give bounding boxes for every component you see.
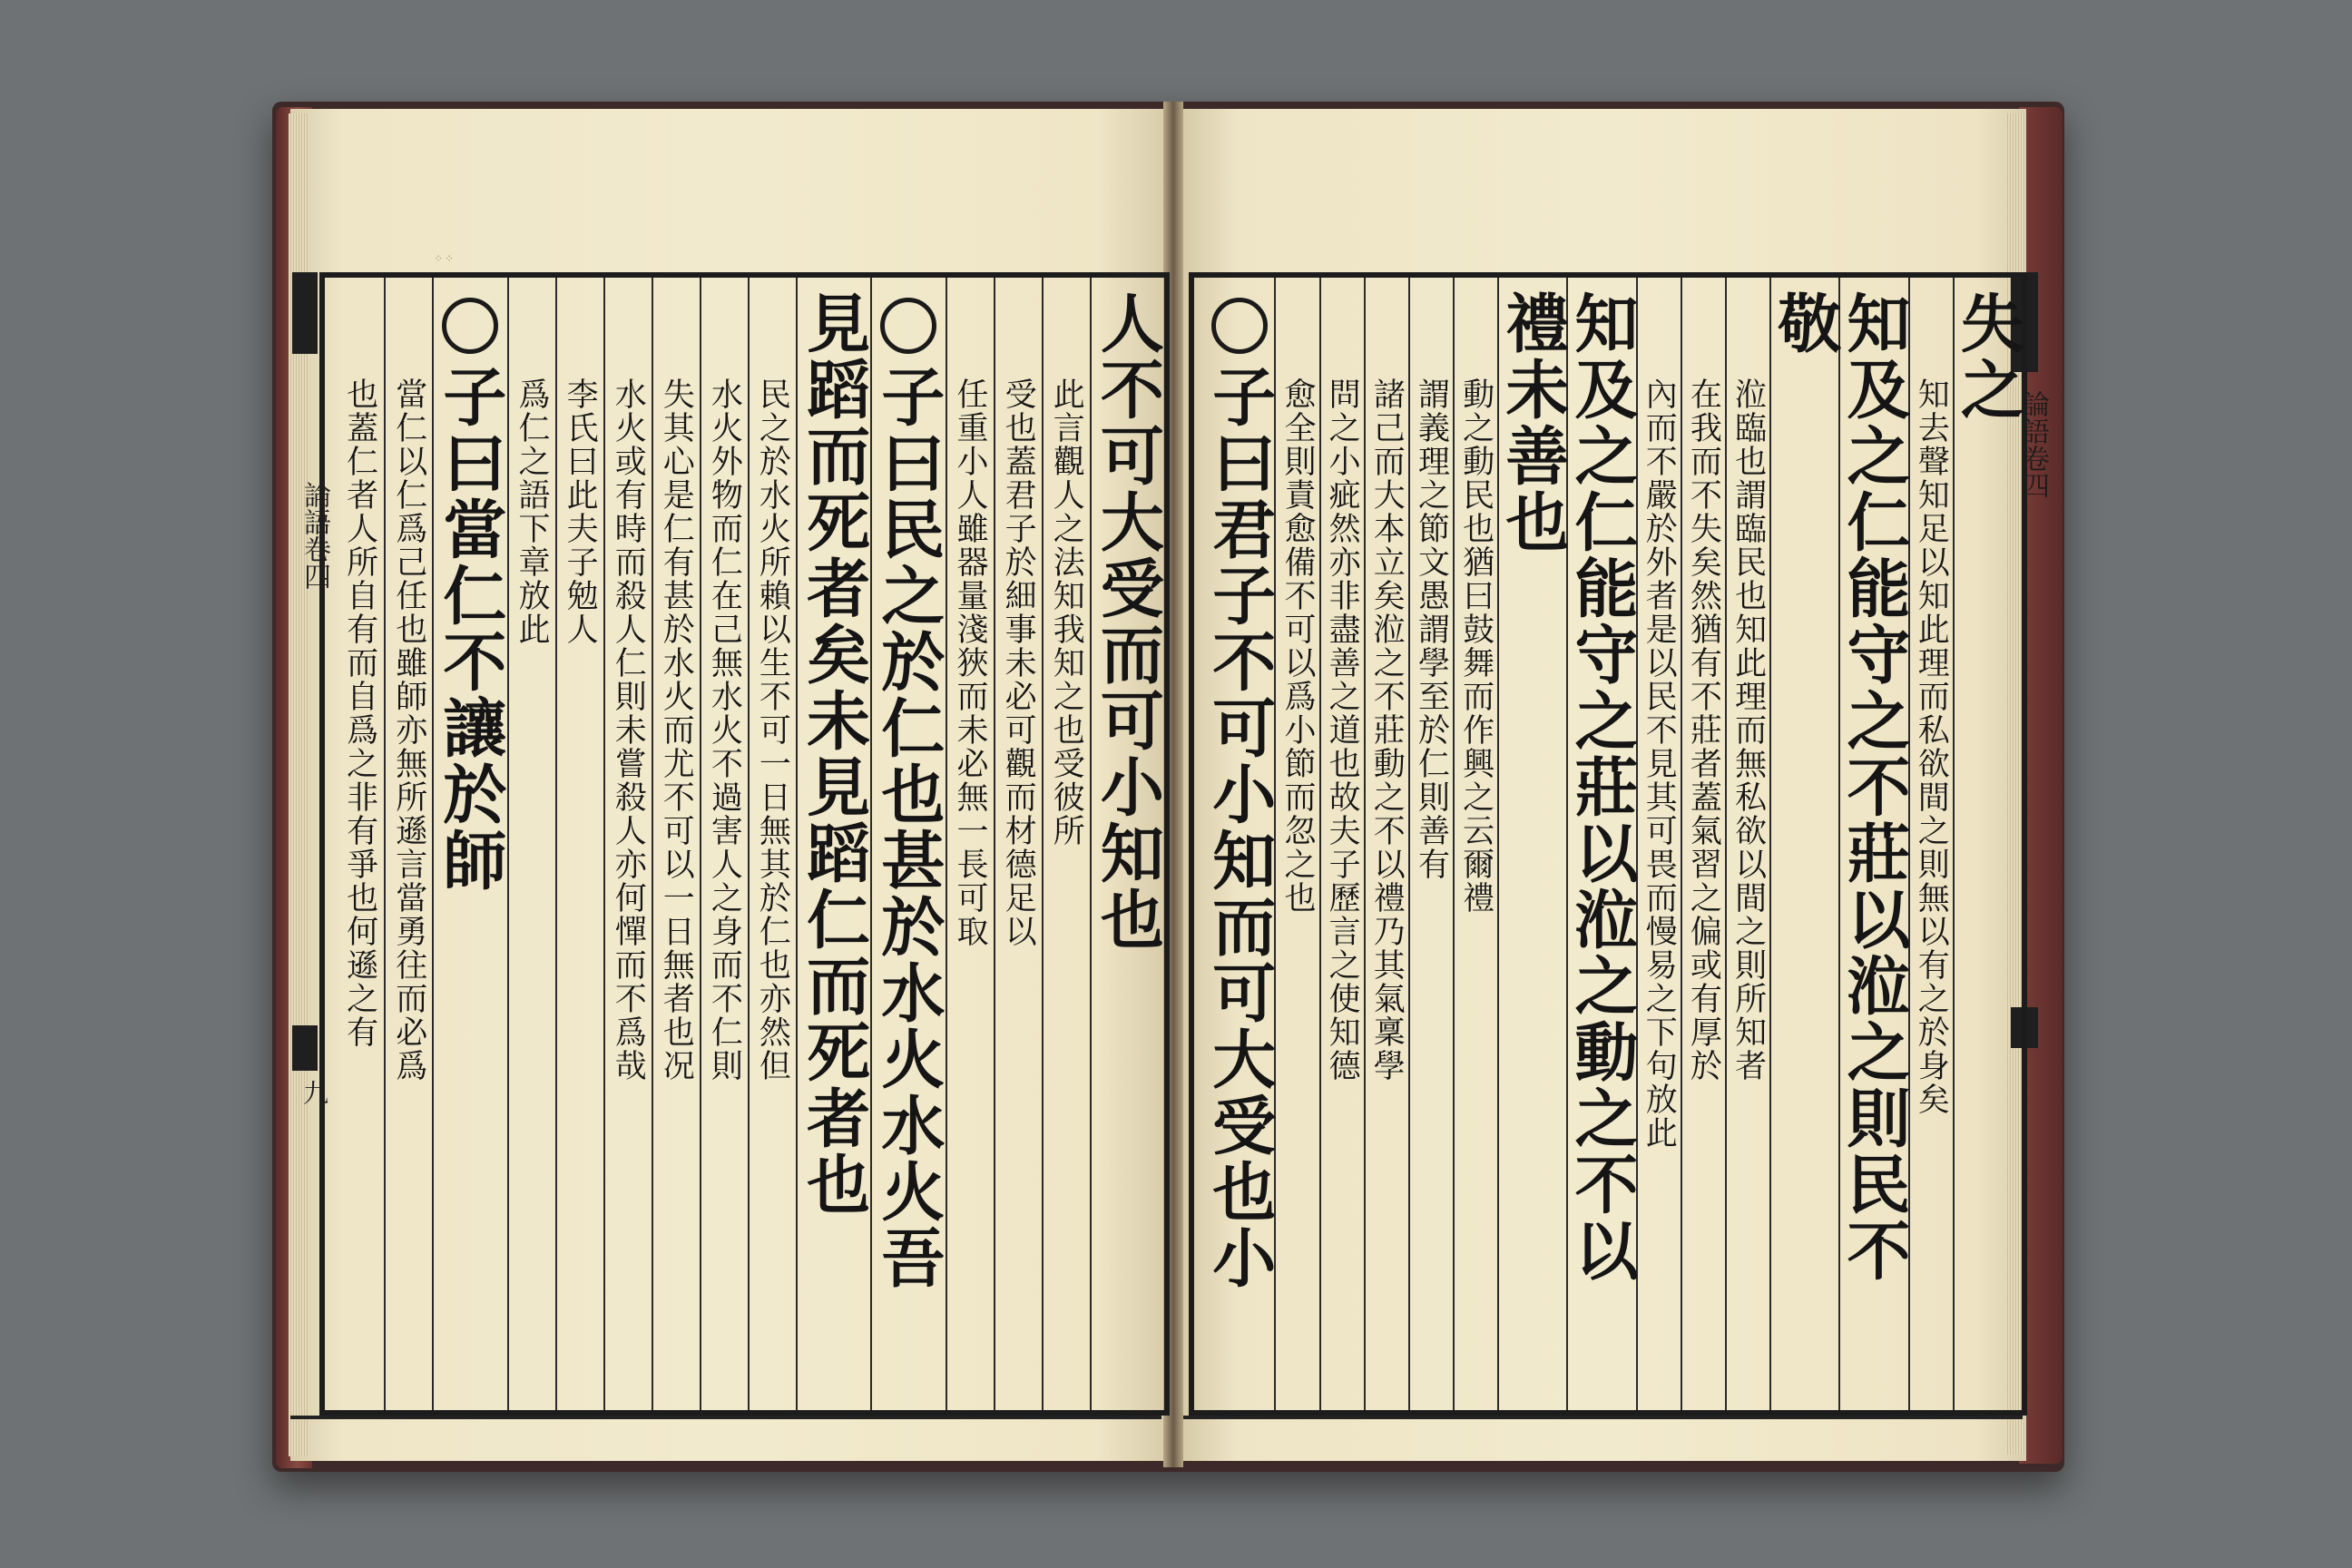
commentary-text-column: 爲仁之語下章放此	[514, 377, 551, 646]
text-column	[1201, 278, 1278, 1410]
main-text-column: 知及之仁能守之莊以涖之動之不以	[1564, 290, 1641, 1284]
commentary-text-column: 愈全則責愈備不可以爲小節而忽之也	[1279, 377, 1316, 915]
section-circle-mark	[1211, 298, 1268, 354]
section-circle-mark	[880, 298, 936, 354]
commentary-text-column: 問之小疵然亦非盡善之道也故夫子歷言之使知德	[1324, 377, 1361, 1083]
text-column	[432, 278, 506, 1410]
commentary-text-column: 在我而不失矣然猶有不莊者蓋氣習之偏或有厚於	[1685, 377, 1722, 1083]
left-page-columns	[325, 278, 1164, 1410]
text-column	[1364, 278, 1408, 1410]
fore-edge-page-number: 九	[299, 1080, 329, 1105]
right-page-text-frame	[1189, 272, 2027, 1416]
paper-fleck: ⁘⁘	[434, 252, 456, 265]
main-text-column: 禮未善也	[1494, 290, 1571, 555]
text-column	[1681, 278, 1725, 1410]
text-column	[1950, 278, 2026, 1410]
right-page-base-rule	[1183, 1416, 2023, 1419]
commentary-text-column: 涖臨也謂臨民也知此理而無私欲以間之則所知者	[1730, 377, 1767, 1083]
text-column	[1042, 278, 1090, 1410]
text-column	[603, 278, 652, 1410]
text-column	[748, 278, 796, 1410]
text-column	[1494, 278, 1571, 1410]
commentary-text-column: 當仁以仁爲己任也雖師亦無所遜言當勇往而必爲	[390, 377, 427, 1083]
left-page-base-rule	[290, 1416, 1161, 1419]
text-column	[870, 278, 945, 1410]
main-text-column: 子曰君子不可小知而可大受也小	[1201, 364, 1278, 1291]
main-text-column: 見蹈而死者矣未見蹈仁而死者也	[796, 290, 872, 1218]
commentary-text-column: 民之於水火所賴以生不可一日無其於仁也亦然但	[754, 377, 791, 1083]
main-text-column: 子曰當仁不讓於師	[432, 364, 508, 894]
text-column	[384, 278, 432, 1410]
main-text-column: 知及之仁能守之不莊以涖之則民不	[1837, 290, 1912, 1284]
left-page-text-frame	[319, 272, 1170, 1416]
fore-edge-title: 論語卷四	[299, 481, 330, 590]
commentary-text-column: 動之動民也猶曰鼓舞而作興之云爾禮	[1457, 377, 1494, 915]
fore-edge-fishtail-bottom	[292, 1025, 318, 1071]
commentary-text-column: 受也蓋君子於細事未必可觀而材德足以	[1000, 377, 1037, 948]
fore-edge-marker	[292, 272, 330, 1405]
main-text-column: 敬	[1767, 290, 1843, 357]
fore-edge-fishtail-top	[292, 272, 318, 354]
text-column	[555, 278, 603, 1410]
commentary-text-column: 知去聲知足以知此理而私欲間之則無以有之於身矣	[1913, 377, 1950, 1116]
commentary-text-column: 水火或有時而殺人仁則未嘗殺人亦何憚而不爲哉	[610, 377, 647, 1083]
text-column	[1090, 278, 1164, 1410]
text-column	[700, 278, 748, 1410]
commentary-text-column: 諸己而大本立矣涖之不莊動之不以禮乃其氣稟學	[1368, 377, 1406, 1083]
main-text-column: 失之	[1950, 290, 2026, 423]
commentary-text-column: 謂義理之節文愚謂學至於仁則善有	[1413, 377, 1450, 881]
commentary-text-column: 任重小人雖器量淺狹而未必無一長可取	[952, 377, 989, 948]
commentary-text-column: 失其心是仁有甚於水火而尤不可以一日無者也况	[658, 377, 695, 1083]
text-column	[1408, 278, 1453, 1410]
text-column	[1725, 278, 1769, 1410]
commentary-text-column: 李氏曰此夫子勉人	[562, 377, 599, 646]
text-column	[1767, 278, 1843, 1410]
text-column	[652, 278, 700, 1410]
text-column	[336, 278, 384, 1410]
main-text-column: 子曰民之於仁也甚於水火水火吾	[870, 364, 946, 1291]
commentary-text-column: 內而不嚴於外者是以民不見其可畏而慢易之下句放此	[1641, 377, 1678, 1150]
text-column	[796, 278, 870, 1410]
main-text-column: 人不可大受而可小知也	[1090, 290, 1166, 953]
section-circle-mark	[442, 298, 498, 354]
text-column	[1319, 278, 1364, 1410]
fore-edge-right-title: 論語卷四	[2017, 390, 2049, 499]
text-column	[994, 278, 1042, 1410]
commentary-text-column: 水火外物而仁在己無水火不過害人之身而不仁則	[706, 377, 743, 1083]
right-page-columns	[1194, 278, 2026, 1410]
commentary-text-column: 也蓋仁者人所自有而自爲之非有爭也何遜之有	[341, 377, 378, 1049]
commentary-text-column: 此言觀人之法知我知之也受彼所	[1048, 377, 1085, 848]
text-column	[1453, 278, 1497, 1410]
